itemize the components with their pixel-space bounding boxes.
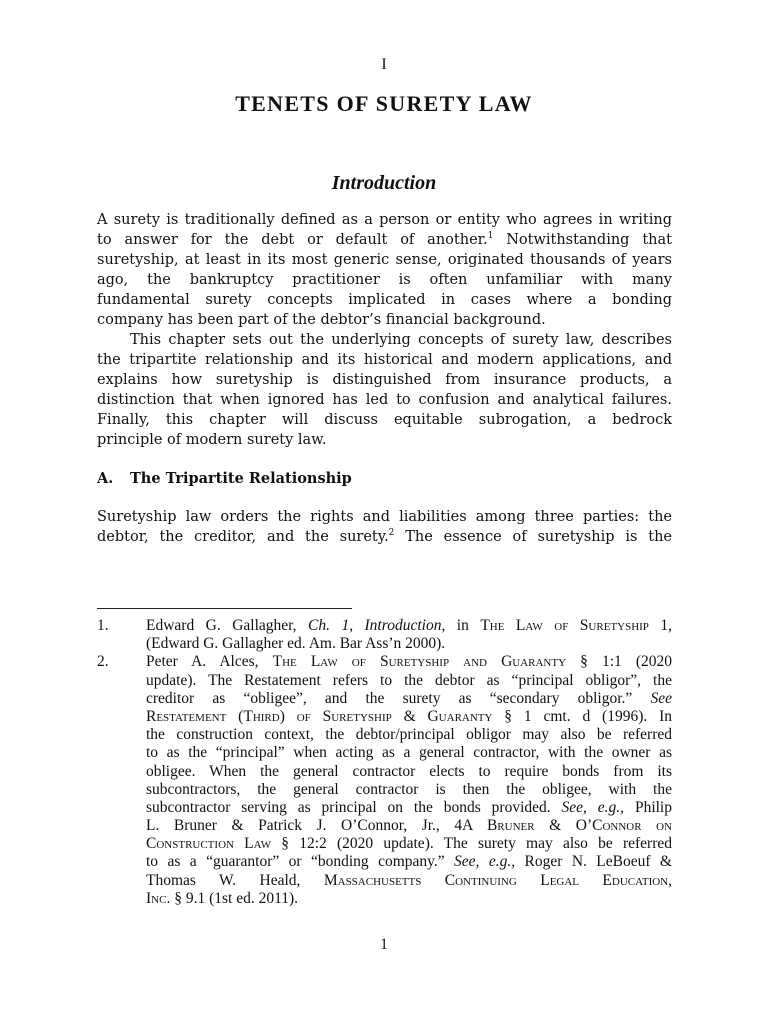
footnote-reference: 2 [388, 528, 395, 538]
text-segment: suretyship, at least in its most generic sense, originated thousands of years [97, 252, 672, 268]
text-segment: principle of modern surety law. [97, 432, 327, 448]
text-line [97, 430, 672, 450]
footnote-line [146, 781, 672, 799]
footnote-text [146, 617, 672, 653]
text-segment: update). The Restatement refers to the debtor as “principal obligor”, the [146, 671, 672, 689]
footnote-line [146, 744, 672, 762]
text-line [97, 230, 672, 250]
text-segment: Thomas W. Heald, [146, 871, 324, 889]
small-caps-citation: Bruner & O’Connor on [486, 817, 672, 835]
footnote-text [146, 653, 672, 908]
text-segment: , in [441, 617, 481, 634]
text-line [97, 410, 672, 430]
text-segment: fundamental surety concepts implicated in cases where a bonding [97, 292, 672, 308]
footnote-line [146, 817, 672, 835]
text-segment: L. Bruner & Patrick J. O’Connor, Jr., 4A [146, 817, 487, 835]
text-line [97, 330, 672, 350]
footnote-line [146, 617, 672, 635]
footnote-line [146, 672, 672, 690]
text-segment: § 1:1 (2020 [566, 653, 672, 671]
footnote-line [146, 763, 672, 781]
text-segment: subcontractors, the general contractor is then the obligee, with the [146, 780, 672, 798]
body-paragraph [97, 210, 672, 330]
text-segment: Roger N. LeBoeuf & [515, 853, 672, 871]
body-paragraph [97, 330, 672, 450]
small-caps-citation: Construction Law [146, 835, 272, 853]
text-segment: subcontractor serving as principal on the bonds provided. [146, 798, 562, 816]
footnote-reference: 1 [487, 231, 494, 241]
footnote [97, 653, 672, 908]
chapter-numeral: I [381, 56, 387, 73]
text-segment: distinction that when ignored has led to confusion and analytical failures. [97, 392, 672, 408]
small-caps-citation: Inc. [146, 889, 171, 907]
footnote-number: 1. [97, 617, 109, 634]
page-number: 1 [380, 936, 388, 953]
text-segment: obligee. When the general contractor elects to require bonds from its [146, 762, 672, 780]
text-segment: Peter A. Alces, [146, 653, 273, 671]
text-segment: The essence of suretyship is the [394, 529, 672, 545]
text-line [97, 270, 672, 290]
text-segment: Edward G. Gallagher, [146, 617, 309, 634]
text-line [97, 507, 672, 527]
footnote-line [146, 853, 672, 871]
footnote [97, 617, 672, 653]
footnote-line [146, 708, 672, 726]
text-line [97, 290, 672, 310]
text-segment: to answer for the debt or default of another. [97, 232, 488, 248]
text-segment: § 1 cmt. d (1996). In [492, 707, 672, 725]
body-paragraph [97, 507, 672, 547]
text-segment: ago, the bankruptcy practitioner is often unfamiliar with many [97, 272, 672, 288]
text-segment: to as the “principal” when acting as a general contractor, with the owner as [146, 744, 672, 762]
chapter-title: TENETS OF SURETY LAW [235, 91, 533, 116]
footnote-number: 2. [97, 653, 109, 671]
footnote-separator [97, 608, 352, 609]
text-segment: company has been part of the debtor’s financial background. [97, 312, 546, 328]
footnote-line [146, 635, 672, 653]
text-line [97, 527, 672, 547]
small-caps-citation: Massachusetts Continuing Legal Education, [323, 871, 672, 889]
section-heading [97, 469, 672, 489]
text-segment: explains how suretyship is distinguished from insurance products, a [97, 372, 672, 388]
italic-signal: See, e.g., [454, 853, 516, 871]
text-segment: Suretyship law orders the rights and liabilities among three parties: the [97, 509, 672, 525]
footnote-line [146, 799, 672, 817]
text-segment: § 12:2 (2020 update). The surety may also be referred [271, 835, 672, 853]
text-segment: 1, [648, 617, 673, 634]
text-segment: debtor, the creditor, and the surety. [97, 529, 389, 545]
section-title: The Tripartite Relationship [130, 470, 352, 487]
text-segment: (Edward G. Gallagher ed. Am. Bar Ass’n 2000). [146, 635, 446, 653]
footnote-line [146, 690, 672, 708]
small-caps-citation: The Law of Suretyship [480, 617, 649, 634]
text-segment: A surety is traditionally defined as a person or entity who agrees in writing [97, 212, 672, 228]
text-segment: § 9.1 (1st ed. 2011). [170, 889, 299, 907]
small-caps-citation: Restatement (Third) of Suretyship & Guaranty [146, 707, 493, 725]
small-caps-citation: The Law of Suretyship and Guaranty [272, 653, 567, 671]
text-segment: to as a “guarantor” or “bonding company.” [146, 853, 455, 871]
footnote-line [146, 890, 672, 908]
text-segment: Finally, this chapter will discuss equitable subrogation, a bedrock [97, 412, 672, 428]
text-line [97, 370, 672, 390]
text-segment: the construction context, the debtor/principal obligor may also be referred [146, 726, 672, 744]
text-line [97, 310, 672, 330]
footnotes [97, 617, 672, 908]
italic-signal: See [650, 689, 672, 707]
text-segment: creditor as “obligee”, and the surety as “secondary obligor.” [146, 689, 651, 707]
text-line [97, 210, 672, 230]
introduction-heading: Introduction [331, 172, 437, 194]
text-segment: This chapter sets out the underlying concepts of surety law, describes [130, 332, 672, 348]
text-line [97, 250, 672, 270]
footnote-line [146, 872, 672, 890]
footnote-line [146, 726, 672, 744]
text-segment: Philip [624, 798, 672, 816]
italic-citation: Ch. 1, Introduction [308, 617, 442, 634]
text-segment: Notwithstanding that [493, 232, 672, 248]
footnote-line [146, 653, 672, 671]
text-line [97, 390, 672, 410]
italic-signal: See, e.g., [561, 798, 625, 816]
footnote-line [146, 835, 672, 853]
text-segment: the tripartite relationship and its historical and modern applications, and [97, 352, 672, 368]
section-label: A. [97, 470, 114, 487]
text-line [97, 350, 672, 370]
